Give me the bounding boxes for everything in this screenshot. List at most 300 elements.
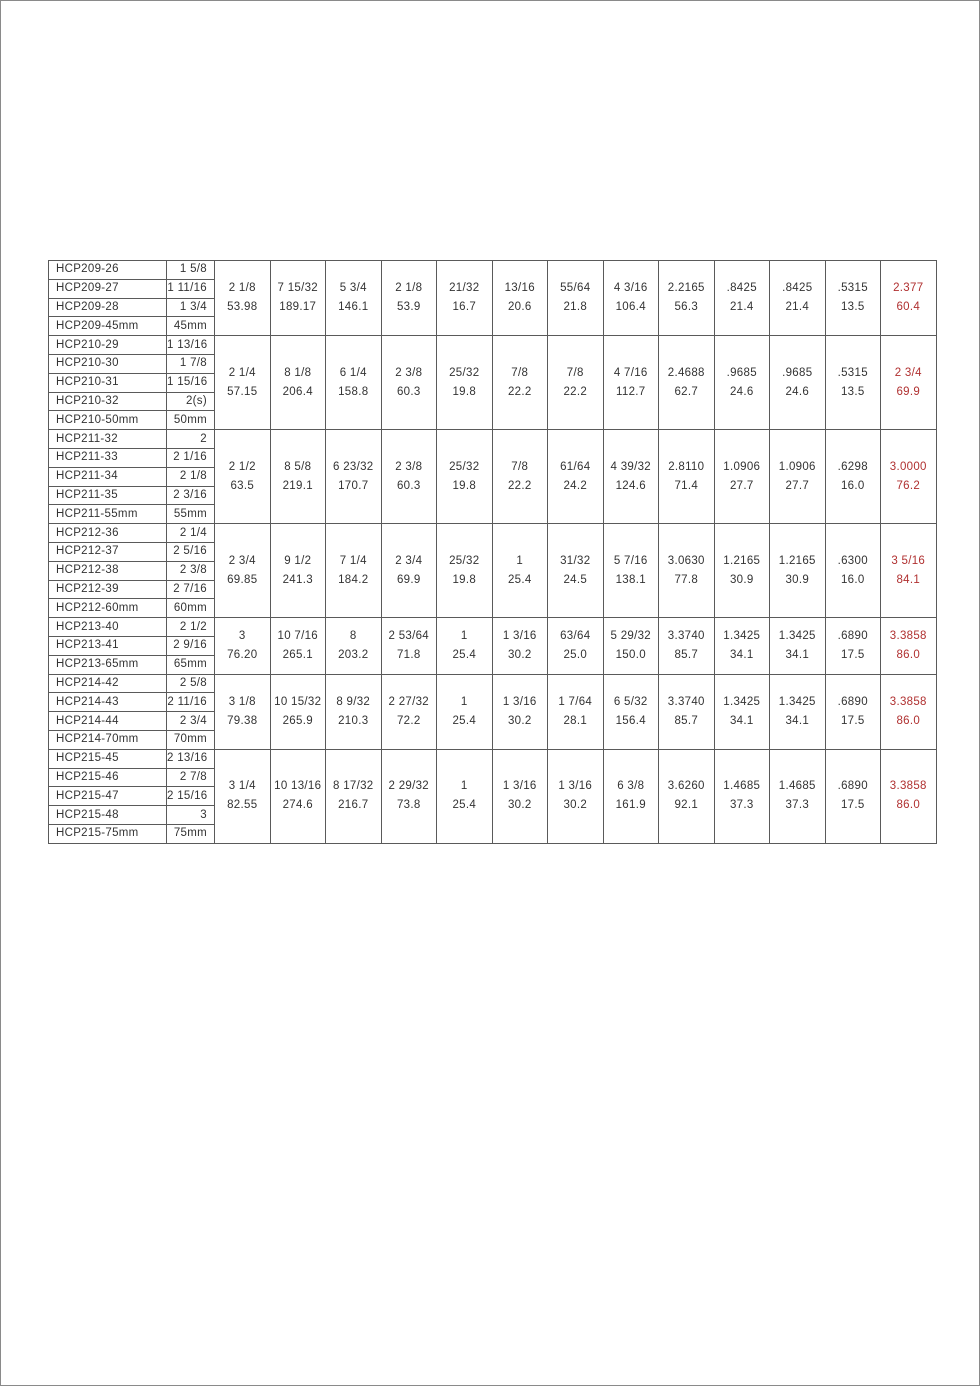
bore-size-cell: 2 15/16 (167, 787, 215, 806)
dimension-inch-value: .6300 (837, 554, 868, 567)
dimension-mm-value: 22.2 (563, 385, 588, 398)
dimension-cell (381, 618, 437, 674)
dimension-inch-value: .6298 (837, 460, 868, 473)
dimension-mm-value: 17.5 (840, 714, 865, 727)
table-row (49, 336, 937, 355)
dimension-mm-value: 71.8 (396, 648, 421, 661)
dimension-inch-value: 2.8110 (668, 460, 705, 473)
dimension-mm-value: 21.8 (563, 301, 588, 314)
dimension-cell (492, 618, 548, 674)
dimension-inch-value: .6890 (837, 780, 868, 793)
part-number-cell: HCP212-37 (49, 542, 167, 561)
bore-size-cell: 2 3/8 (167, 561, 215, 580)
dimension-inch-value: 25/32 (449, 554, 480, 567)
dimension-cell (437, 618, 493, 674)
dimension-mm-value: 20.6 (507, 301, 532, 314)
table-row (49, 674, 937, 693)
dimension-inch-value: 2 1/4 (228, 366, 256, 379)
dimension-inch-value: 25/32 (449, 460, 480, 473)
dimension-cell (659, 430, 715, 524)
dimension-cell (881, 524, 937, 618)
dimension-mm-value: 189.17 (279, 301, 317, 314)
dimension-inch-value: 2 3/4 (894, 366, 922, 379)
dimension-cell (603, 749, 659, 843)
dimension-cell (881, 261, 937, 336)
dimension-inch-value: 55/64 (560, 282, 591, 295)
dimension-inch-value: 3.6260 (667, 780, 705, 793)
dimension-cell (714, 336, 770, 430)
dimension-cell (603, 674, 659, 749)
bore-size-cell: 2 11/16 (167, 693, 215, 712)
dimension-inch-value: 1 3/16 (502, 629, 537, 642)
dimension-cell (270, 524, 326, 618)
dimension-mm-value: 27.7 (729, 479, 754, 492)
dimension-mm-value: 30.2 (507, 648, 532, 661)
dimension-inch-value: 2 1/8 (395, 282, 423, 295)
dimension-cell (659, 618, 715, 674)
dimension-mm-value: 13.5 (840, 385, 865, 398)
dimension-inch-value: 1.2165 (723, 554, 761, 567)
dimension-inch-value: 61/64 (560, 460, 591, 473)
part-number-cell: HCP209-26 (49, 261, 167, 280)
dimension-mm-value: 63.5 (230, 479, 255, 492)
part-number-cell: HCP210-30 (49, 354, 167, 373)
dimension-inch-value: 13/16 (504, 282, 535, 295)
part-number-cell: HCP213-41 (49, 636, 167, 655)
dimension-cell (770, 749, 826, 843)
dimension-mm-value: 138.1 (615, 573, 646, 586)
dimension-mm-value: 24.6 (729, 385, 754, 398)
bore-size-cell: 2 7/16 (167, 580, 215, 599)
bore-size-cell: 2 13/16 (167, 749, 215, 768)
dimension-mm-value: 106.4 (615, 301, 646, 314)
dimension-inch-value: 3 1/8 (228, 695, 256, 708)
dimension-cell (437, 749, 493, 843)
part-number-cell: HCP214-44 (49, 712, 167, 731)
dimension-cell (659, 524, 715, 618)
dimension-inch-value: 3 1/4 (228, 780, 256, 793)
dimension-cell (326, 618, 382, 674)
dimension-inch-value: 6 1/4 (339, 366, 367, 379)
dimension-inch-value: .9685 (782, 366, 813, 379)
dimension-cell (326, 336, 382, 430)
bore-size-cell: 2 7/8 (167, 768, 215, 787)
dimension-mm-value: 30.2 (507, 714, 532, 727)
dimension-inch-value: .6890 (837, 629, 868, 642)
part-number-cell: HCP212-36 (49, 524, 167, 543)
dimension-mm-value: 265.1 (282, 648, 313, 661)
dimension-inch-value: 1.3425 (778, 695, 816, 708)
dimension-inch-value: 1 (516, 554, 524, 567)
dimension-cell (825, 618, 881, 674)
dimension-inch-value: 3 5/16 (891, 554, 926, 567)
part-number-cell: HCP212-39 (49, 580, 167, 599)
dimension-mm-value: 21.4 (729, 301, 754, 314)
dimension-mm-value: 210.3 (338, 714, 369, 727)
dimension-mm-value: 24.5 (563, 573, 588, 586)
dimension-inch-value: 4 3/16 (613, 282, 648, 295)
part-number-cell: HCP211-33 (49, 448, 167, 467)
part-number-cell: HCP211-34 (49, 467, 167, 486)
dimension-inch-value: 3.3740 (667, 695, 705, 708)
dimension-mm-value: 86.0 (896, 799, 921, 812)
dimension-mm-value: 60.3 (396, 479, 421, 492)
bore-size-cell: 55mm (167, 505, 215, 524)
dimension-cell (770, 524, 826, 618)
dimension-cell (659, 674, 715, 749)
part-number-cell: HCP214-42 (49, 674, 167, 693)
dimension-mm-value: 184.2 (338, 573, 369, 586)
dimension-cell (603, 618, 659, 674)
dimension-cell (492, 749, 548, 843)
dimension-mm-value: 112.7 (616, 385, 646, 398)
dimension-mm-value: 146.1 (338, 301, 369, 314)
dimension-mm-value: 274.6 (282, 799, 313, 812)
dimension-cell (770, 430, 826, 524)
part-number-cell: HCP215-46 (49, 768, 167, 787)
dimension-mm-value: 30.9 (785, 573, 810, 586)
dimension-inch-value: 3.3858 (889, 780, 927, 793)
dimension-mm-value: 19.8 (452, 385, 477, 398)
dimension-mm-value: 203.2 (338, 648, 369, 661)
dimension-mm-value: 25.4 (452, 648, 477, 661)
dimension-inch-value: 2 27/32 (388, 695, 429, 708)
dimension-mm-value: 84.1 (896, 573, 921, 586)
dimension-cell (770, 674, 826, 749)
dimension-inch-value: 4 39/32 (610, 460, 651, 473)
dimension-inch-value: 10 7/16 (277, 629, 318, 642)
dimension-cell (770, 336, 826, 430)
dimension-cell (381, 674, 437, 749)
bore-size-cell: 2 1/2 (167, 618, 215, 637)
dimension-cell (492, 674, 548, 749)
dimension-mm-value: 53.98 (227, 301, 258, 314)
dimension-cell (215, 336, 271, 430)
dimension-cell (215, 618, 271, 674)
dimension-mm-value: 60.3 (396, 385, 421, 398)
dimension-cell (714, 430, 770, 524)
dimension-mm-value: 16.7 (452, 301, 477, 314)
dimension-mm-value: 30.2 (563, 799, 588, 812)
dimension-mm-value: 56.3 (674, 301, 699, 314)
dimension-inch-value: .5315 (837, 282, 868, 295)
bore-size-cell: 1 11/16 (167, 279, 215, 298)
dimension-mm-value: 19.8 (452, 573, 477, 586)
dimension-inch-value: 21/32 (449, 282, 480, 295)
dimension-mm-value: 57.15 (227, 385, 258, 398)
bore-size-cell: 2 5/16 (167, 542, 215, 561)
dimension-cell (603, 430, 659, 524)
dimension-inch-value: 1 (460, 629, 468, 642)
dimension-cell (714, 261, 770, 336)
dimension-cell (881, 336, 937, 430)
dimension-mm-value: 62.7 (674, 385, 699, 398)
dimension-mm-value: 82.55 (227, 799, 258, 812)
part-number-cell: HCP215-47 (49, 787, 167, 806)
dimension-cell (215, 524, 271, 618)
dimension-mm-value: 86.0 (896, 714, 921, 727)
dimension-inch-value: 3.0000 (889, 460, 927, 473)
bore-size-cell: 65mm (167, 655, 215, 674)
bore-size-cell: 2 1/4 (167, 524, 215, 543)
dimension-cell (548, 674, 604, 749)
dimension-mm-value: 19.8 (452, 479, 477, 492)
dimension-cell (326, 524, 382, 618)
bore-size-cell: 70mm (167, 730, 215, 749)
dimension-mm-value: 16.0 (840, 573, 865, 586)
dimension-inch-value: 31/32 (560, 554, 591, 567)
dimension-inch-value: 8 17/32 (333, 780, 374, 793)
bore-size-cell: 45mm (167, 317, 215, 336)
dimension-mm-value: 69.9 (896, 385, 921, 398)
dimension-mm-value: 13.5 (840, 301, 865, 314)
dimension-cell (215, 261, 271, 336)
part-number-cell: HCP215-48 (49, 806, 167, 825)
bore-size-cell: 1 13/16 (167, 336, 215, 355)
dimension-cell (326, 674, 382, 749)
dimension-inch-value: 2.377 (893, 282, 924, 295)
table-row (49, 749, 937, 768)
dimension-inch-value: 1.4685 (723, 780, 761, 793)
dimension-cell (492, 430, 548, 524)
part-number-cell: HCP213-65mm (49, 655, 167, 674)
dimension-cell (381, 749, 437, 843)
part-number-cell: HCP210-32 (49, 392, 167, 411)
dimension-mm-value: 37.3 (729, 799, 754, 812)
dimension-mm-value: 16.0 (840, 479, 865, 492)
dimension-cell (714, 749, 770, 843)
dimension-cell (770, 618, 826, 674)
dimension-inch-value: 7 15/32 (277, 282, 318, 295)
dimension-cell (437, 524, 493, 618)
dimension-cell (714, 524, 770, 618)
dimension-mm-value: 53.9 (396, 301, 421, 314)
dimension-cell (548, 749, 604, 843)
dimension-inch-value: 1 3/16 (502, 695, 537, 708)
dimension-cell (270, 261, 326, 336)
dimension-inch-value: 4 7/16 (613, 366, 648, 379)
part-number-cell: HCP213-40 (49, 618, 167, 637)
dimension-inch-value: 2.4688 (667, 366, 705, 379)
dimension-inch-value: 2 29/32 (388, 780, 429, 793)
dimension-cell (714, 674, 770, 749)
dimension-cell (603, 261, 659, 336)
dimension-inch-value: 3.3740 (667, 629, 705, 642)
part-number-cell: HCP210-31 (49, 373, 167, 392)
bore-size-cell: 2 3/4 (167, 712, 215, 731)
dimension-mm-value: 28.1 (563, 714, 588, 727)
bore-size-cell: 2 1/16 (167, 448, 215, 467)
dimension-inch-value: 25/32 (449, 366, 480, 379)
bore-size-cell: 50mm (167, 411, 215, 430)
dimension-inch-value: 1.0906 (723, 460, 761, 473)
dimension-mm-value: 34.1 (729, 648, 754, 661)
table-row (49, 261, 937, 280)
dimension-mm-value: 158.8 (338, 385, 369, 398)
dimension-mm-value: 34.1 (785, 714, 810, 727)
dimension-cell (270, 749, 326, 843)
dimension-mm-value: 76.20 (227, 648, 258, 661)
dimension-cell (714, 618, 770, 674)
dimension-inch-value: 2 3/4 (228, 554, 256, 567)
dimension-inch-value: 2 1/2 (228, 460, 256, 473)
dimension-mm-value: 206.4 (282, 385, 313, 398)
bore-size-cell: 2 5/8 (167, 674, 215, 693)
bore-size-cell: 2 1/8 (167, 467, 215, 486)
dimension-cell (492, 336, 548, 430)
part-number-cell: HCP215-45 (49, 749, 167, 768)
dimension-cell (326, 749, 382, 843)
dimension-mm-value: 25.4 (507, 573, 532, 586)
dimension-cell (437, 674, 493, 749)
dimension-inch-value: 2 1/8 (228, 282, 256, 295)
dimension-mm-value: 17.5 (840, 648, 865, 661)
dimension-mm-value: 25.0 (563, 648, 588, 661)
dimension-inch-value: 1.2165 (778, 554, 816, 567)
dimension-cell (215, 430, 271, 524)
dimension-cell (825, 261, 881, 336)
dimension-inch-value: 2 53/64 (388, 629, 429, 642)
dimension-inch-value: 1 3/16 (558, 780, 593, 793)
dimension-cell (437, 430, 493, 524)
dimension-inch-value: 10 15/32 (274, 695, 322, 708)
dimension-inch-value: 7/8 (511, 366, 529, 379)
part-number-cell: HCP211-55mm (49, 505, 167, 524)
dimension-inch-value: 2 3/8 (395, 460, 423, 473)
dimension-mm-value: 37.3 (785, 799, 810, 812)
dimension-cell (381, 336, 437, 430)
dimension-mm-value: 150.0 (615, 648, 646, 661)
dimension-mm-value: 85.7 (674, 648, 699, 661)
dimension-inch-value: 1 (460, 780, 468, 793)
dimension-mm-value: 92.1 (674, 799, 699, 812)
dimension-inch-value: 63/64 (560, 629, 591, 642)
dimension-inch-value: 5 3/4 (339, 282, 367, 295)
bore-size-cell: 1 3/4 (167, 298, 215, 317)
dimension-mm-value: 24.6 (785, 385, 810, 398)
part-number-cell: HCP211-35 (49, 486, 167, 505)
dimension-cell (326, 261, 382, 336)
dimension-mm-value: 22.2 (507, 385, 532, 398)
dimension-inch-value: .6890 (837, 695, 868, 708)
dimension-cell (603, 524, 659, 618)
dimension-inch-value: 6 3/8 (617, 780, 645, 793)
bore-size-cell: 1 5/8 (167, 261, 215, 280)
dimension-cell (270, 674, 326, 749)
dimension-inch-value: 5 7/16 (613, 554, 648, 567)
dimension-cell (270, 336, 326, 430)
dimension-inch-value: 2 3/8 (395, 366, 423, 379)
dimension-cell (603, 336, 659, 430)
dimension-inch-value: .8425 (726, 282, 757, 295)
dimension-inch-value: 8 1/8 (284, 366, 312, 379)
bore-size-cell: 2 3/16 (167, 486, 215, 505)
dimension-inch-value: 1.3425 (778, 629, 816, 642)
dimension-inch-value: 1.3425 (723, 695, 761, 708)
part-number-cell: HCP211-32 (49, 430, 167, 449)
bearing-dimension-table (48, 260, 937, 844)
dimension-inch-value: 6 5/32 (613, 695, 648, 708)
dimension-cell (492, 261, 548, 336)
dimension-mm-value: 216.7 (338, 799, 369, 812)
part-number-cell: HCP210-50mm (49, 411, 167, 430)
dimension-inch-value: 8 5/8 (284, 460, 312, 473)
dimension-cell (825, 430, 881, 524)
dimension-mm-value: 34.1 (785, 648, 810, 661)
dimension-cell (659, 749, 715, 843)
dimension-mm-value: 71.4 (674, 479, 699, 492)
dimension-mm-value: 22.2 (507, 479, 532, 492)
dimension-inch-value: 2.2165 (667, 282, 705, 295)
dimension-cell (492, 524, 548, 618)
dimension-cell (215, 749, 271, 843)
dimension-mm-value: 219.1 (282, 479, 313, 492)
dimension-inch-value: .5315 (837, 366, 868, 379)
dimension-inch-value: 8 (349, 629, 357, 642)
dimension-inch-value: 7/8 (566, 366, 584, 379)
dimension-mm-value: 60.4 (896, 301, 921, 314)
dimension-cell (381, 430, 437, 524)
dimension-cell (381, 524, 437, 618)
dimension-inch-value: 1.4685 (778, 780, 816, 793)
dimension-inch-value: 3.3858 (889, 629, 927, 642)
dimension-inch-value: 10 13/16 (274, 780, 322, 793)
dimension-cell (437, 261, 493, 336)
part-number-cell: HCP210-29 (49, 336, 167, 355)
dimension-mm-value: 77.8 (674, 573, 699, 586)
bore-size-cell: 3 (167, 806, 215, 825)
dimension-cell (548, 430, 604, 524)
dimension-cell (437, 336, 493, 430)
dimension-mm-value: 161.9 (615, 799, 646, 812)
dimension-cell (659, 336, 715, 430)
dimension-cell (825, 336, 881, 430)
table-body (49, 261, 937, 844)
dimension-mm-value: 25.4 (452, 714, 477, 727)
dimension-inch-value: 6 23/32 (333, 460, 374, 473)
dimension-mm-value: 241.3 (282, 573, 313, 586)
dimension-cell (548, 336, 604, 430)
dimension-inch-value: 7 1/4 (339, 554, 367, 567)
dimension-mm-value: 30.9 (729, 573, 754, 586)
dimension-cell (270, 618, 326, 674)
dimension-mm-value: 72.2 (396, 714, 421, 727)
part-number-cell: HCP215-75mm (49, 824, 167, 843)
dimension-inch-value: 2 3/4 (395, 554, 423, 567)
dimension-mm-value: 265.9 (282, 714, 313, 727)
dimension-mm-value: 73.8 (396, 799, 421, 812)
dimension-inch-value: .8425 (782, 282, 813, 295)
dimension-mm-value: 79.38 (227, 714, 258, 727)
dimension-mm-value: 86.0 (896, 648, 921, 661)
table-row (49, 618, 937, 637)
dimension-cell (381, 261, 437, 336)
dimension-mm-value: 69.9 (396, 573, 421, 586)
dimension-mm-value: 21.4 (785, 301, 810, 314)
part-number-cell: HCP209-27 (49, 279, 167, 298)
dimension-inch-value: 3.3858 (889, 695, 927, 708)
dimension-mm-value: 69.85 (227, 573, 258, 586)
dimension-cell (825, 674, 881, 749)
dimension-mm-value: 170.7 (338, 479, 369, 492)
dimension-inch-value: 1.3425 (723, 629, 761, 642)
dimension-inch-value: 7/8 (511, 460, 529, 473)
dimension-mm-value: 30.2 (507, 799, 532, 812)
bore-size-cell: 2 (167, 430, 215, 449)
part-number-cell: HCP212-60mm (49, 599, 167, 618)
dimension-inch-value: 9 1/2 (284, 554, 312, 567)
dimension-mm-value: 17.5 (840, 799, 865, 812)
